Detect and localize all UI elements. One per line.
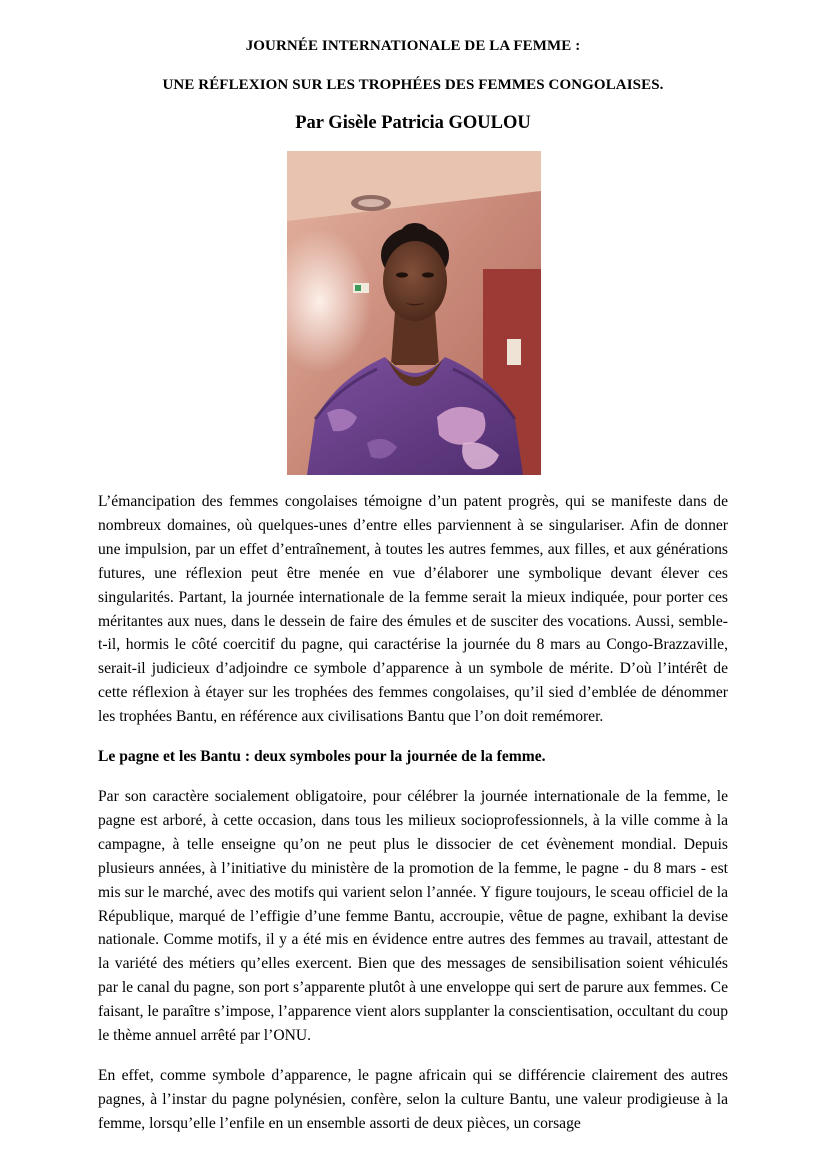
paragraph-pagne-symbol: Par son caractère socialement obligatoire, pour célébrer la journée internationale de la femme, le pagne est arboré, à cette occasion, dans tous les milieux socioprofessionnels, à la ville comme à la campagne, à telle enseigne qu’on ne peut plus le dissocier de cet évènement mondial. Depuis plusieurs années, à l’initiative du ministère de la promotion de la femme, le pagne - du 8 mars - est mis sur le marché, avec des motifs qui varient selon l’année. Y figure toujours, le sceau officiel de la République, marqué de l’effigie d’une femme Bantu, accroupie, vêtue de pagne, exhibant la devise nationale. Comme motifs, il y a été mis en évidence entre autres des femmes au travail, attestant de la variété des métiers qu’elles exercent. Bien que des messages de sensibilisation soient véhiculés par le canal du pagne, son port s’apparente plutôt à une enveloppe qui sert de parure aux femmes. Ce faisant, le paraître s’impose, l’apparence vient alors supplanter la conscientisation, occultant du coup le thème annuel arrêté par l’ONU. xyxy=(98,788,728,1045)
document-title-line-2: UNE RÉFLEXION SUR LES TROPHÉES DES FEMMES CONGOLAISES. xyxy=(162,77,664,93)
author-portrait-photo xyxy=(287,151,541,475)
paragraph-introduction: L’émancipation des femmes congolaises témoigne d’un patent progrès, qui se manifeste dans de nombreux domaines, où quelques-unes d’entre elles parviennent à se singulariser. Afin de donner une impulsion, par un effet d’entraînement, à toutes les autres femmes, aux filles, et aux générations futures, une réflexion peut être menée en vue d’élaborer une symbolique devant élever ces singularités. Partant, la journée internationale de la femme serait la mieux indiquée, pour porter ces méritantes aux nues, dans le dessein de faire des émules et de susciter des vocations. Aussi, semble-t-il, hormis le côté coercitif du pagne, qui caractérise la journée du 8 mars au Congo-Brazzaville, serait-il judicieux d’adjoindre ce symbole d’apparence à un symbole de mérite. D’où l’intérêt de cette réflexion à étayer sur les trophées des femmes congolaises, qu’il sied d’emblée de dénommer les trophées Bantu, en référence aux civilisations Bantu que l’on doit remémorer. xyxy=(98,493,728,726)
author-byline: Par Gisèle Patricia GOULOU xyxy=(295,113,531,133)
paragraph-pagne-appearance: En effet, comme symbole d’apparence, le pagne africain qui se différencie clairement des autres pagnes, à l’instar du pagne polynésien, confère, selon la culture Bantu, une valeur prodigieuse à la femme, lorsqu’elle l’enfile en un ensemble assorti de deux pièces, un corsage xyxy=(98,1067,728,1132)
section-heading-pagne-bantu: Le pagne et les Bantu : deux symboles pour la journée de la femme. xyxy=(98,748,546,765)
document-title-line-1: JOURNÉE INTERNATIONALE DE LA FEMME : xyxy=(245,38,581,54)
